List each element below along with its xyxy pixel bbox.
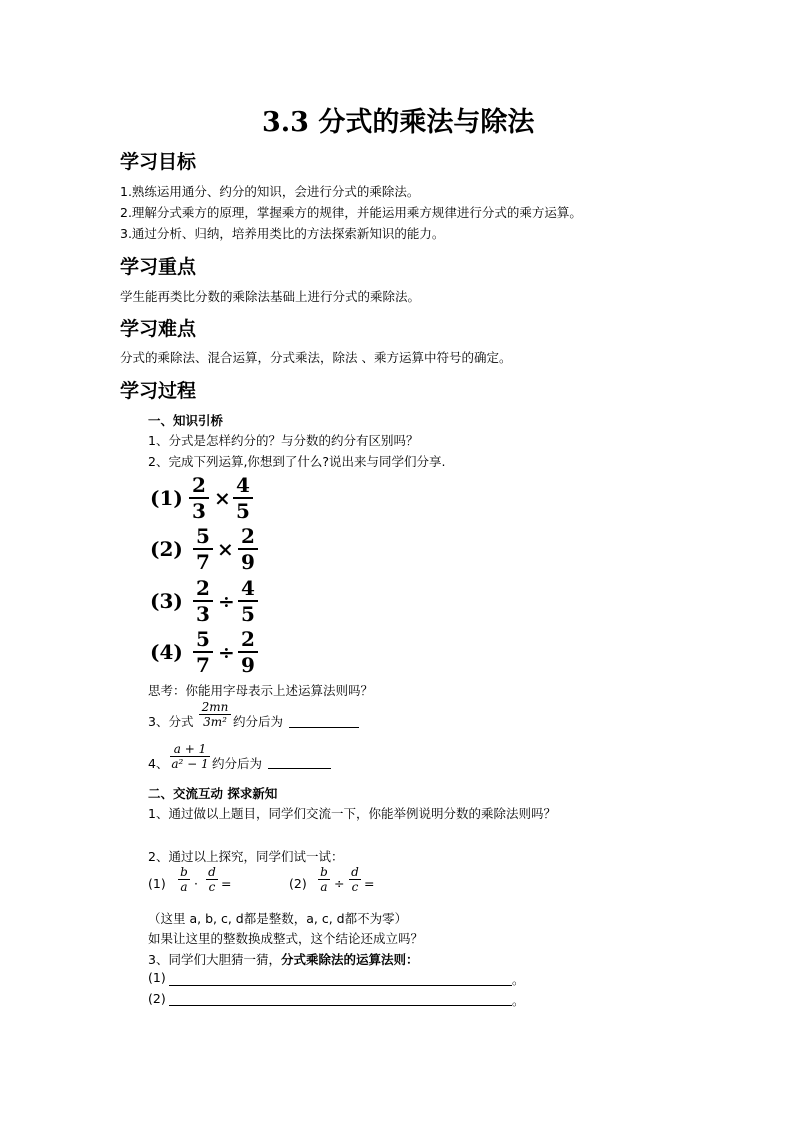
numerator: 4 <box>236 473 250 497</box>
numerator: d <box>208 865 216 879</box>
fraction <box>170 743 210 770</box>
fraction <box>233 475 253 521</box>
numerator: 2 <box>196 576 210 600</box>
rule-end: 。 <box>512 993 525 1008</box>
fraction <box>238 578 258 624</box>
exercise-label: (4) <box>150 640 183 664</box>
exercise-label: (3) <box>150 589 183 613</box>
fraction <box>199 701 231 728</box>
fraction <box>193 578 213 624</box>
fraction <box>193 629 213 675</box>
answer-blank[interactable] <box>268 768 331 769</box>
page-title: 3.3 分式的乘法与除法 <box>262 107 535 138</box>
denominator: 7 <box>196 550 210 574</box>
exercise-label: (2) <box>150 537 183 561</box>
part1-question-3-suffix: 约分后为 <box>233 714 284 729</box>
part2-heading: 二、交流互动 探求新知 <box>148 786 278 801</box>
difficulty-text: 分式的乘除法、混合运算，分式乘法，除法 、乘方运算中符号的确定。 <box>120 350 512 365</box>
operator: ÷ <box>218 589 235 613</box>
denominator: 5 <box>241 602 255 626</box>
section-heading-goals: 学习目标 <box>120 151 197 173</box>
numerator: 2 <box>192 473 206 497</box>
key-point-text: 学生能再类比分数的乘除法基础上进行分式的乘除法。 <box>120 289 421 304</box>
rule-label: (1) <box>148 970 166 985</box>
numerator: b <box>320 865 328 879</box>
denominator: 3 <box>196 602 210 626</box>
question-3-prefix: 3、同学们大胆猜一猜， <box>148 952 281 967</box>
denominator: 3 <box>192 499 206 523</box>
numerator: 2mn <box>201 700 229 714</box>
goal-item-1: 1.熟练运用通分、约分的知识，会进行分式的乘除法。 <box>120 184 420 199</box>
fraction <box>189 475 209 521</box>
part1-question-4-prefix: 4、 <box>148 756 169 771</box>
numerator: 5 <box>196 524 210 548</box>
part2-question-2: 2、通过以上探究，同学们试一试： <box>148 849 344 864</box>
denominator: 5 <box>236 499 250 523</box>
fraction <box>238 629 258 675</box>
operator: × <box>217 537 234 561</box>
denominator: 3m² <box>203 715 227 729</box>
numerator: d <box>351 865 359 879</box>
operator: ÷ <box>334 876 345 891</box>
question-3-emphasis: 分式乘除法的运算法则： <box>280 952 419 967</box>
goal-item-2: 2.理解分式乘方的原理，掌握乘方的规律，并能运用乘方规律进行分式的乘方运算。 <box>120 205 582 220</box>
equals-sign: = <box>221 876 232 891</box>
denominator: a² − 1 <box>171 757 209 771</box>
note-text: （这里 a, b, c, d都是整数，a, c, d都不为零） <box>148 911 408 926</box>
part2-question-3 <box>148 950 418 968</box>
part1-question-4-suffix: 约分后为 <box>212 756 263 771</box>
denominator: a <box>320 880 328 894</box>
answer-line[interactable] <box>169 1005 512 1006</box>
denominator: 9 <box>241 653 255 677</box>
fraction <box>238 526 258 572</box>
denominator: a <box>180 880 188 894</box>
equals-sign: = <box>364 876 375 891</box>
exercise-label: (1) <box>150 486 183 510</box>
section-heading-key: 学习重点 <box>120 256 197 278</box>
numerator: a + 1 <box>173 742 207 756</box>
part1-question-2: 2、完成下列运算,你想到了什么?说出来与同学们分享. <box>148 454 446 469</box>
operator: ÷ <box>218 640 235 664</box>
operator: × <box>214 486 231 510</box>
numerator: 2 <box>241 524 255 548</box>
numerator: 5 <box>196 627 210 651</box>
fraction <box>206 866 218 893</box>
denominator: 7 <box>196 653 210 677</box>
rule-end: 。 <box>512 972 525 987</box>
operator: · <box>194 876 198 891</box>
part2-question-1: 1、通过做以上题目，同学们交流一下，你能举例说明分数的乘除法则吗？ <box>148 806 556 821</box>
denominator: c <box>351 880 359 894</box>
fraction <box>349 866 361 893</box>
denominator: 9 <box>241 550 255 574</box>
section-heading-process: 学习过程 <box>120 380 197 402</box>
try-label: (2) <box>289 876 307 891</box>
goal-item-3: 3.通过分析、归纳，培养用类比的方法探索新知识的能力。 <box>120 226 445 241</box>
answer-blank[interactable] <box>289 727 359 728</box>
denominator: c <box>208 880 216 894</box>
rule-label: (2) <box>148 991 166 1006</box>
numerator: b <box>180 865 188 879</box>
fraction <box>318 866 330 893</box>
ask-text: 如果让这里的整数换成整式，这个结论还成立吗？ <box>148 931 424 946</box>
answer-line[interactable] <box>169 985 512 986</box>
section-heading-difficulty: 学习难点 <box>120 318 197 340</box>
fraction <box>193 526 213 572</box>
try-label: (1) <box>148 876 166 891</box>
numerator: 4 <box>241 576 255 600</box>
numerator: 2 <box>241 627 255 651</box>
part1-heading: 一、知识引桥 <box>148 413 224 428</box>
think-prompt: 思考：你能用字母表示上述运算法则吗？ <box>148 683 374 698</box>
part1-question-1: 1、分式是怎样约分的？与分数的约分有区别吗？ <box>148 433 419 448</box>
part1-question-3-prefix: 3、分式 <box>148 714 194 729</box>
fraction <box>178 866 190 893</box>
